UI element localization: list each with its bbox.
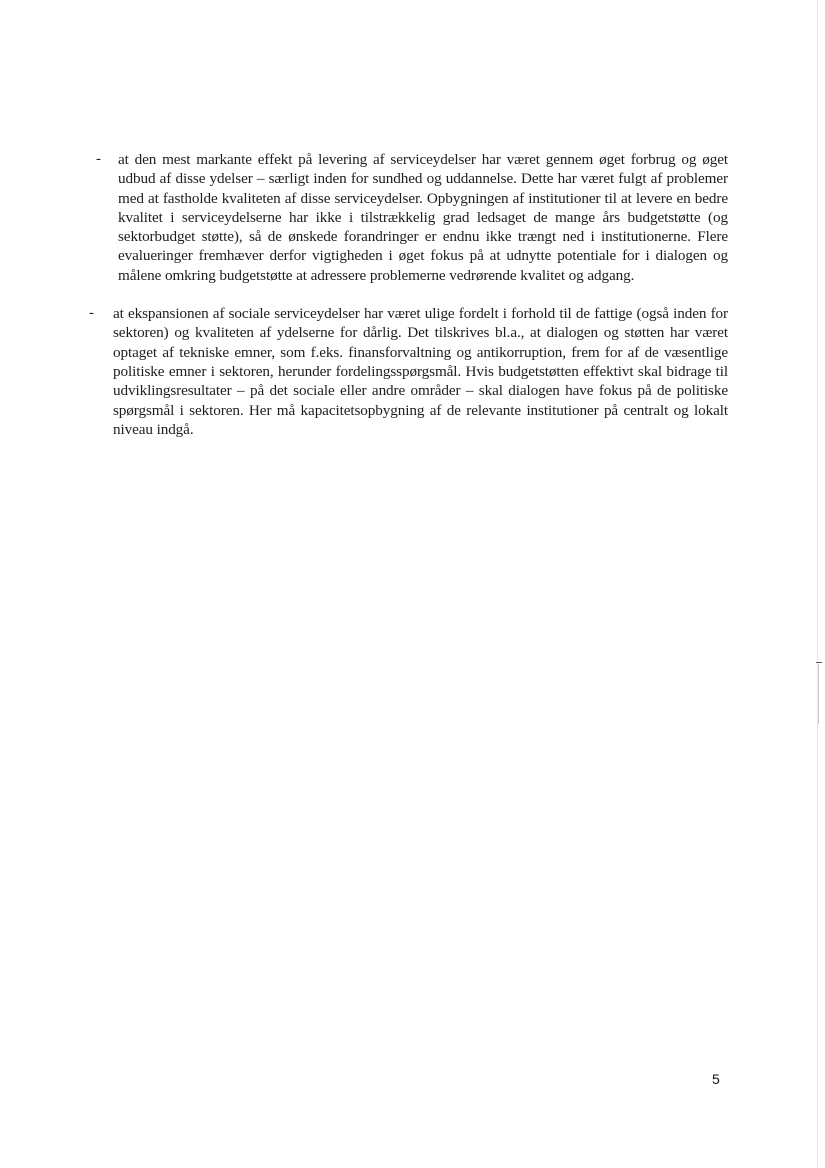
scan-margin-mark xyxy=(818,664,819,724)
scan-edge-line xyxy=(817,0,818,1168)
body-text xyxy=(80,150,728,458)
page-number: 5 xyxy=(712,1071,720,1087)
bullet-item xyxy=(80,150,728,285)
bullet-text: at ekspansionen af sociale serviceydelser har været ulige fordelt i forhold til de fattige (også inden for sektoren) og kvaliteten af ydelserne for dårlig. Det tilskrives bl.a., at dialogen og støtten har været optaget af tekniske emner, som f.eks. finansforvaltning og antikorruption, frem for af de væsentlige politiske emner i sektoren, herunder fordelingsspørgsmål. Hvis budgetstøtten effektivt skal bidrage til udviklingsresultater – på det sociale eller andre områder – skal dialogen have fokus på de politiske spørgsmål i sektoren. Her må kapacitetsopbygning af de relevante institutioner på centralt og lokalt niveau indgå. xyxy=(113,305,728,438)
scan-tick-mark xyxy=(816,662,822,663)
bullet-marker: - xyxy=(89,305,94,322)
bullet-text: at den mest markante effekt på levering af serviceydelser har været gennem øget forbrug og øget udbud af disse ydelser – særligt inden for sundhed og uddannelse. Dette har været fulgt af problemer med at fastholde kvaliteten af disse serviceydelser. Opbygningen af institutioner til at levere en bedre kvalitet i serviceydelserne har ikke i tilstrækkelig grad ledsaget de mange års budgetstøtte (og sektorbudget støtte), så de ønskede forandringer er endnu ikke trængt ned i institutionerne. Flere evalueringer fremhæver derfor vigtigheden i øget fokus på at udnytte potentiale for i dialogen og målene omkring budgetstøtte at adressere problemerne vedrørende kvalitet og adgang. xyxy=(118,151,728,284)
bullet-item xyxy=(80,304,728,439)
bullet-marker: - xyxy=(96,151,101,167)
